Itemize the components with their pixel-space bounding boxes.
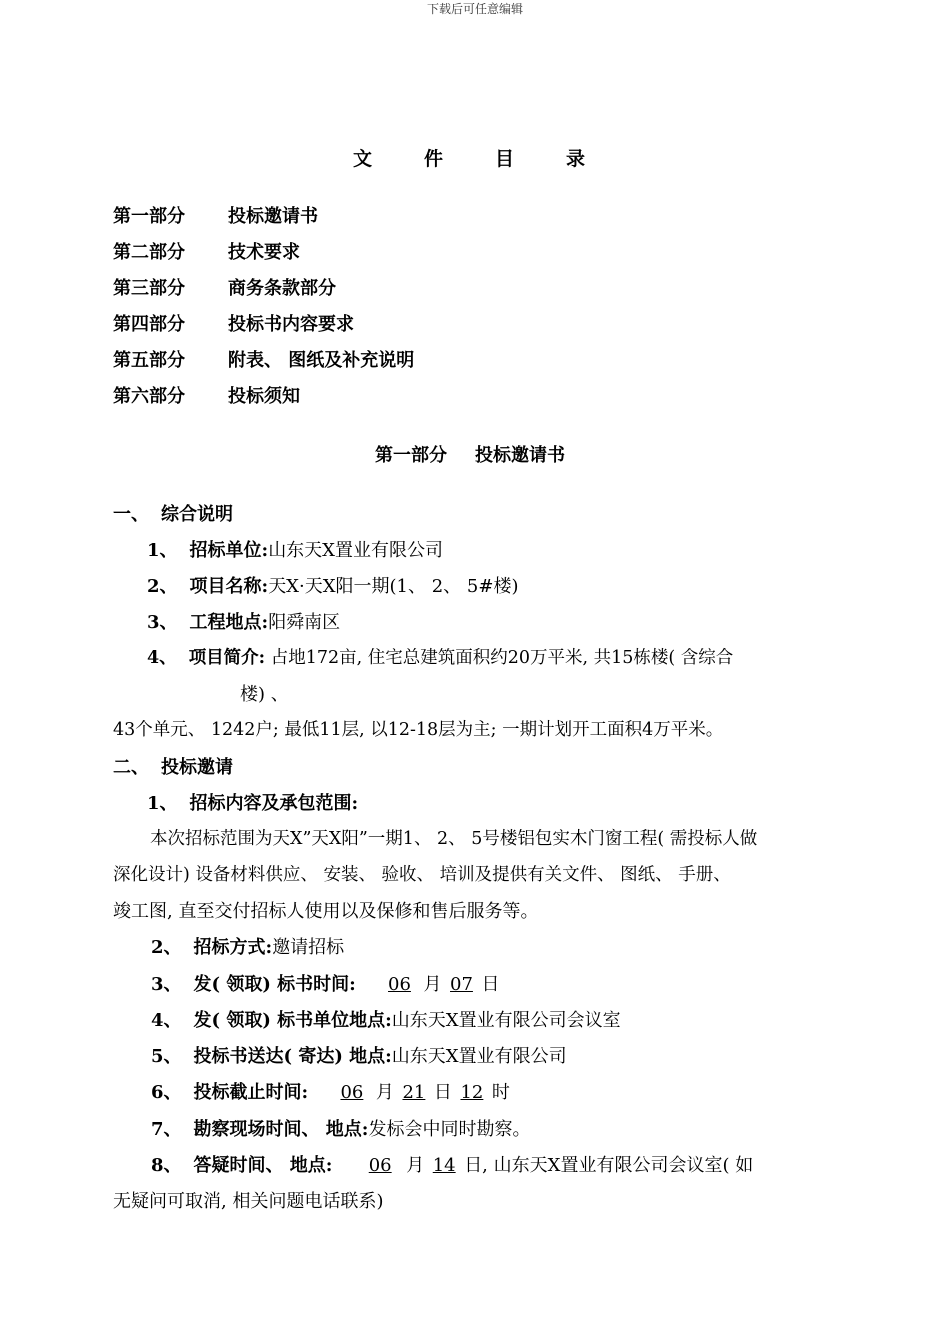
toc-item-part: 第五部分: [113, 350, 185, 371]
section1-heading: [113, 500, 233, 526]
item-value: 山东天X置业有限公司: [391, 1046, 567, 1067]
s2-item-8-line2: 无疑问可取消, 相关问题电话联系): [113, 1191, 384, 1212]
hour-unit: 时: [491, 1082, 510, 1103]
s2-item-4: [151, 1006, 621, 1032]
item-num: 2、: [151, 937, 182, 958]
item-num: 5、: [151, 1046, 182, 1067]
toc-title-char: 录: [566, 148, 586, 170]
scope-line: 本次招标范围为天X”天X阳”一期1、 2、 5号楼铝包实木门窗工程( 需投标人做: [150, 829, 758, 849]
header-note: 下载后可任意编辑: [426, 2, 523, 16]
s1-item-2: [147, 572, 518, 598]
toc-title-char: 文: [353, 148, 373, 170]
s2-item-5: [151, 1042, 567, 1068]
toc-title: [353, 144, 637, 171]
item-num: 8、: [151, 1155, 182, 1176]
item-num: 3、: [147, 612, 178, 633]
toc-item-part: 第四部分: [113, 314, 185, 335]
item-value: 山东天X置业有限公司会议室( 如: [493, 1155, 754, 1176]
month-value: 06: [368, 1155, 392, 1176]
day-unit: 日: [433, 1082, 452, 1103]
section2-heading: [113, 753, 233, 779]
toc-item-part: 第六部分: [113, 386, 185, 407]
s2-item-6: [151, 1078, 510, 1104]
item-label: 招标方式:: [193, 937, 273, 958]
toc-item-part: 第三部分: [113, 278, 185, 299]
toc-item-label: 附表、 图纸及补充说明: [228, 350, 415, 371]
item-num: 6、: [151, 1082, 182, 1103]
item-num: 3、: [151, 974, 182, 995]
item-num: 2、: [147, 576, 178, 597]
s1-item-3: [147, 608, 340, 634]
scope-line: 深化设计) 设备材料供应、 安装、 验收、 培训及提供有关文件、 图纸、 手册、: [113, 865, 731, 885]
s1-item-4-line2: 楼) 、: [240, 684, 289, 705]
item-label: 招标内容及承包范围:: [189, 793, 359, 814]
item-num: 4、: [151, 1010, 182, 1031]
s2-item-7: [151, 1115, 530, 1141]
part1-title: 投标邀请书: [475, 445, 565, 466]
part1-heading: [375, 441, 565, 467]
toc-title-char: 目: [495, 148, 515, 170]
toc-item-label: 投标邀请书: [228, 206, 318, 227]
item-num: 1、: [147, 793, 178, 814]
toc-title-char: 件: [424, 148, 444, 170]
item-value: 阳舜南区: [268, 612, 341, 633]
item-label: 发( 领取) 标书单位地点:: [193, 1010, 392, 1031]
month-unit: 月: [423, 974, 442, 995]
item-value: 邀请招标: [272, 937, 345, 958]
item-label: 投标书送达( 寄达) 地点:: [193, 1046, 392, 1067]
item-value: 山东天X置业有限公司会议室: [391, 1010, 621, 1031]
toc-item-label: 投标书内容要求: [228, 314, 354, 335]
scope-line: 竣工图, 直至交付招标人使用以及保修和售后服务等。: [113, 901, 539, 922]
item-label: 招标单位:: [189, 540, 269, 561]
s2-item-8: [151, 1151, 753, 1177]
item-label: 发( 领取) 标书时间:: [193, 974, 356, 995]
item-num: 4、: [147, 648, 177, 668]
month-value: 06: [340, 1082, 364, 1103]
item-value: 天X·天X阳一期(1、 2、 5#楼): [268, 576, 519, 597]
s2-item-3: [151, 970, 499, 996]
item-label: 勘察现场时间、 地点:: [193, 1119, 369, 1140]
s2-item-1: [147, 789, 358, 815]
part1-part: 第一部分: [375, 445, 447, 466]
s1-item-4: [147, 644, 733, 669]
item-value: 山东天X置业有限公司: [268, 540, 444, 561]
toc-item-part: 第一部分: [113, 206, 185, 227]
section1-num: 一、: [113, 504, 149, 525]
item-num: 7、: [151, 1119, 182, 1140]
section2-title: 投标邀请: [161, 757, 233, 778]
item-label: 答疑时间、 地点:: [193, 1155, 333, 1176]
day-value: 21: [402, 1082, 426, 1103]
day-unit: 日,: [464, 1155, 488, 1176]
section1-title: 综合说明: [161, 504, 233, 525]
item-label: 工程地点:: [189, 612, 269, 633]
day-unit: 日: [481, 974, 500, 995]
s2-item-2: [151, 933, 344, 959]
s1-item-1: [147, 536, 443, 562]
item-num: 1、: [147, 540, 178, 561]
toc-item-part: 第二部分: [113, 242, 185, 263]
item-value: 发标会中同时勘察。: [368, 1119, 531, 1140]
hour-value: 12: [460, 1082, 484, 1103]
toc-item-label: 商务条款部分: [228, 278, 336, 299]
item-value: 占地172亩, 住宅总建筑面积约20万平米, 共15栋楼( 含综合: [270, 648, 734, 668]
toc-item-label: 技术要求: [228, 242, 300, 263]
s1-item-4-line3: 43个单元、 1242户; 最低11层, 以12-18层为主; 一期计划开工面积4万平米。: [113, 720, 724, 740]
item-label: 项目名称:: [189, 576, 269, 597]
item-label: 投标截止时间:: [193, 1082, 309, 1103]
month-unit: 月: [406, 1155, 425, 1176]
toc-item-label: 投标须知: [228, 386, 300, 407]
month-unit: 月: [375, 1082, 394, 1103]
day-value: 14: [432, 1155, 456, 1176]
day-value: 07: [450, 974, 473, 995]
month-value: 06: [388, 974, 411, 995]
item-label: 项目简介:: [188, 648, 266, 668]
section2-num: 二、: [113, 757, 149, 778]
